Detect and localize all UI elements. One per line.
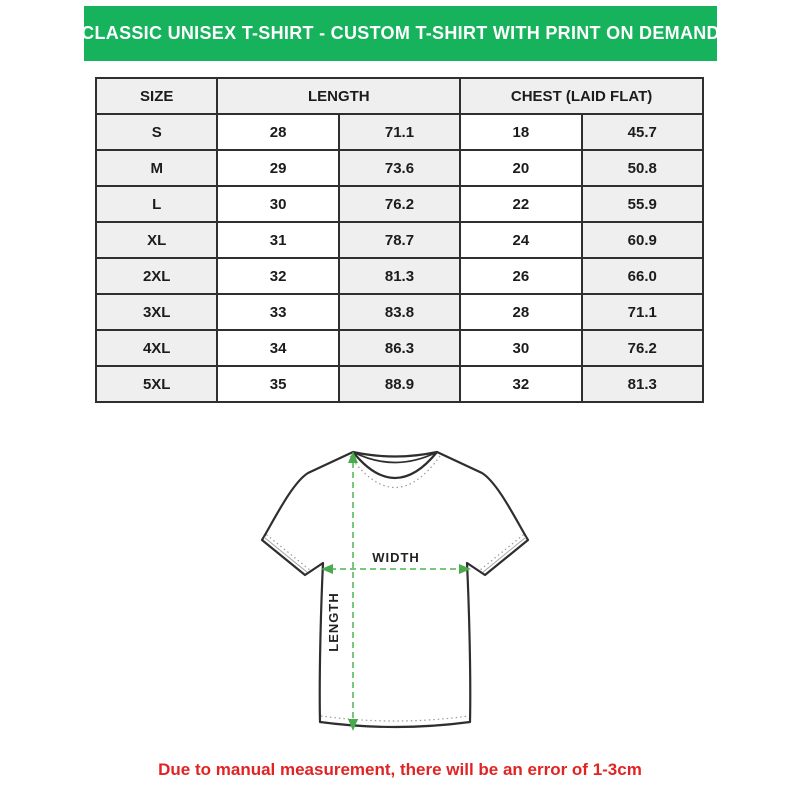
title-banner	[81, 6, 720, 61]
chest-in-cell: 32	[460, 366, 581, 402]
table-row	[96, 294, 703, 330]
chest-in-cell: 26	[460, 258, 581, 294]
size-cell: 5XL	[96, 366, 217, 402]
table-row	[96, 150, 703, 186]
chest-cm-cell: 55.9	[582, 186, 703, 222]
length-in-cell: 29	[217, 150, 338, 186]
length-in-cell: 34	[217, 330, 338, 366]
chest-cm-cell: 71.1	[582, 294, 703, 330]
measurement-error-note: Due to manual measurement, there will be an error of 1-3cm	[158, 760, 642, 779]
chest-cm-cell: 66.0	[582, 258, 703, 294]
size-cell: 2XL	[96, 258, 217, 294]
length-cm-cell: 88.9	[339, 366, 460, 402]
length-in-cell: 35	[217, 366, 338, 402]
length-cm-cell: 73.6	[339, 150, 460, 186]
size-cell: 4XL	[96, 330, 217, 366]
table-row	[96, 258, 703, 294]
size-cell: M	[96, 150, 217, 186]
length-in-cell: 32	[217, 258, 338, 294]
tshirt-outline	[262, 452, 528, 727]
size-chart-table	[95, 77, 704, 403]
table-row	[96, 330, 703, 366]
length-cm-cell: 76.2	[339, 186, 460, 222]
chest-cm-cell: 76.2	[582, 330, 703, 366]
chest-in-cell: 30	[460, 330, 581, 366]
chest-in-cell: 22	[460, 186, 581, 222]
col-header-length: LENGTH	[217, 78, 460, 114]
col-header-size: SIZE	[96, 78, 217, 114]
chest-in-cell: 24	[460, 222, 581, 258]
length-in-cell: 30	[217, 186, 338, 222]
chest-cm-cell: 45.7	[582, 114, 703, 150]
chest-in-cell: 18	[460, 114, 581, 150]
page-title: CLASSIC UNISEX T-SHIRT - CUSTOM T-SHIRT WITH PRINT ON DEMAND	[81, 23, 720, 43]
col-header-chest: CHEST (LAID FLAT)	[460, 78, 703, 114]
table-row	[96, 366, 703, 402]
length-label: LENGTH	[326, 592, 341, 652]
size-cell: S	[96, 114, 217, 150]
length-cm-cell: 83.8	[339, 294, 460, 330]
length-cm-cell: 86.3	[339, 330, 460, 366]
table-row	[96, 114, 703, 150]
chest-cm-cell: 60.9	[582, 222, 703, 258]
chest-in-cell: 28	[460, 294, 581, 330]
length-in-cell: 31	[217, 222, 338, 258]
width-label: WIDTH	[372, 550, 420, 565]
length-cm-cell: 81.3	[339, 258, 460, 294]
chest-cm-cell: 81.3	[582, 366, 703, 402]
length-in-cell: 33	[217, 294, 338, 330]
size-chart	[95, 77, 704, 403]
chest-in-cell: 20	[460, 150, 581, 186]
chest-cm-cell: 50.8	[582, 150, 703, 186]
tshirt-diagram-svg	[230, 435, 570, 755]
tshirt-measurement-diagram	[230, 435, 570, 755]
size-cell: 3XL	[96, 294, 217, 330]
size-cell: XL	[96, 222, 217, 258]
table-row	[96, 222, 703, 258]
length-cm-cell: 71.1	[339, 114, 460, 150]
table-header-row	[96, 78, 703, 114]
length-in-cell: 28	[217, 114, 338, 150]
size-cell: L	[96, 186, 217, 222]
table-row	[96, 186, 703, 222]
length-cm-cell: 78.7	[339, 222, 460, 258]
